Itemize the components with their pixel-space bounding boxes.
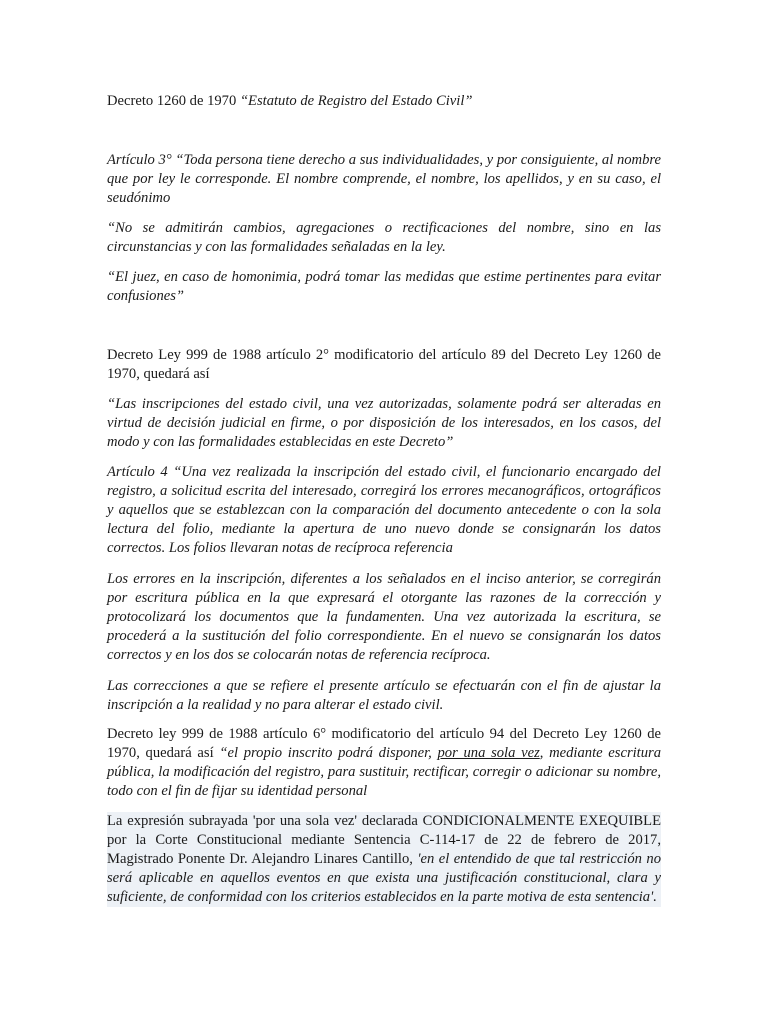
articulo-3-paragraph-1: Artículo 3° “Toda persona tiene derecho a sus individualidades, y por consiguiente, al nombre que por ley le corresponde. El nombre comprende, el nombre, los apellidos, y en su caso, el seudónimo <box>107 152 661 206</box>
heading-prefix: Decreto 1260 de 1970 <box>107 93 240 109</box>
sentencia-note-italic: 'en el entendido de que tal restricción no será aplicable en aquellos eventos en que exista una justificación constitucional, clara y suficiente, de conformidad con los criterios establecidos en la parte motiva de esta sentencia'. <box>107 851 661 905</box>
decreto-999-art2-intro: Decreto Ley 999 de 1988 artículo 2° modificatorio del artículo 89 del Decreto Ley 1260 de 1970, quedará así <box>107 347 661 382</box>
underlined-expression: por una sola vez <box>437 745 540 761</box>
sentencia-note <box>107 812 661 907</box>
decreto-999-art6-quote-a: “el propio inscrito podrá disponer <box>219 745 429 761</box>
articulo-4-paragraph-3: Las correcciones a que se refiere el presente artículo se efectuarán con el fin de ajustar la inscripción a la realidad y no para alterar el estado civil. <box>107 678 661 713</box>
decreto-999-art2-quote: “Las inscripciones del estado civil, una vez autorizadas, solamente podrá ser alteradas en virtud de decisión judicial en firme, o por disposición de los interesados, en los casos, del modo y con las formalidades establecidas en este Decreto” <box>107 396 661 450</box>
sentencia-note-plain: La expresión subrayada 'por una sola vez' declarada CONDICIONALMENTE EXEQUIBLE por la Corte Constitucional mediante Sentencia C-114-17 de 22 de febrero de 2017, Magistrado Ponente Dr. Alejandro Linares Cantillo, <box>107 813 661 867</box>
heading-title: “Estatuto de Registro del Estado Civil” <box>239 93 473 109</box>
articulo-3-paragraph-2: “No se admitirán cambios, agregaciones o rectificaciones del nombre, sino en las circunstancias y con las formalidades señaladas en la ley. <box>107 220 661 255</box>
articulo-4-paragraph-1: Artículo 4 “Una vez realizada la inscripción del estado civil, el funcionario encargado del registro, a solicitud escrita del interesado, corregirá los errores mecanográficos, ortográficos y aquellos que se establezcan con la comparación del documento antecedente o con la sola lectura del folio, mediante la apertura de uno nuevo donde se consignarán los datos correctos. Los folios llevaran notas de recíproca referencia <box>107 464 661 556</box>
decreto-999-art6-paragraph <box>107 725 661 801</box>
decreto-999-art6-quote-sep: , <box>428 745 438 761</box>
articulo-4-paragraph-2: Los errores en la inscripción, diferentes a los señalados en el inciso anterior, se corregirán por escritura pública en la que expresará el otorgante las razones de la corrección y protocolizará los documentos que la fundamenten. Una vez autorizada la escritura, se procederá a la sustitución del folio correspondiente. En el nuevo se consignarán los datos correctos y en los dos se colocarán notas de referencia recíproca. <box>107 571 661 663</box>
decreto-999-art6-intro: Decreto ley 999 de 1988 artículo 6° modificatorio del artículo 94 del Decreto Ley 1260 de 1970, quedará así <box>107 726 661 761</box>
document-heading <box>107 92 473 111</box>
articulo-3-paragraph-3: “El juez, en caso de homonimia, podrá tomar las medidas que estime pertinentes para evitar confusiones” <box>107 269 661 304</box>
decreto-999-art6-quote-b: , mediante escritura pública, la modificación del registro, para sustituir, rectificar, corregir o adicionar su nombre, todo con el fin de fijar su identidad personal <box>107 745 662 799</box>
